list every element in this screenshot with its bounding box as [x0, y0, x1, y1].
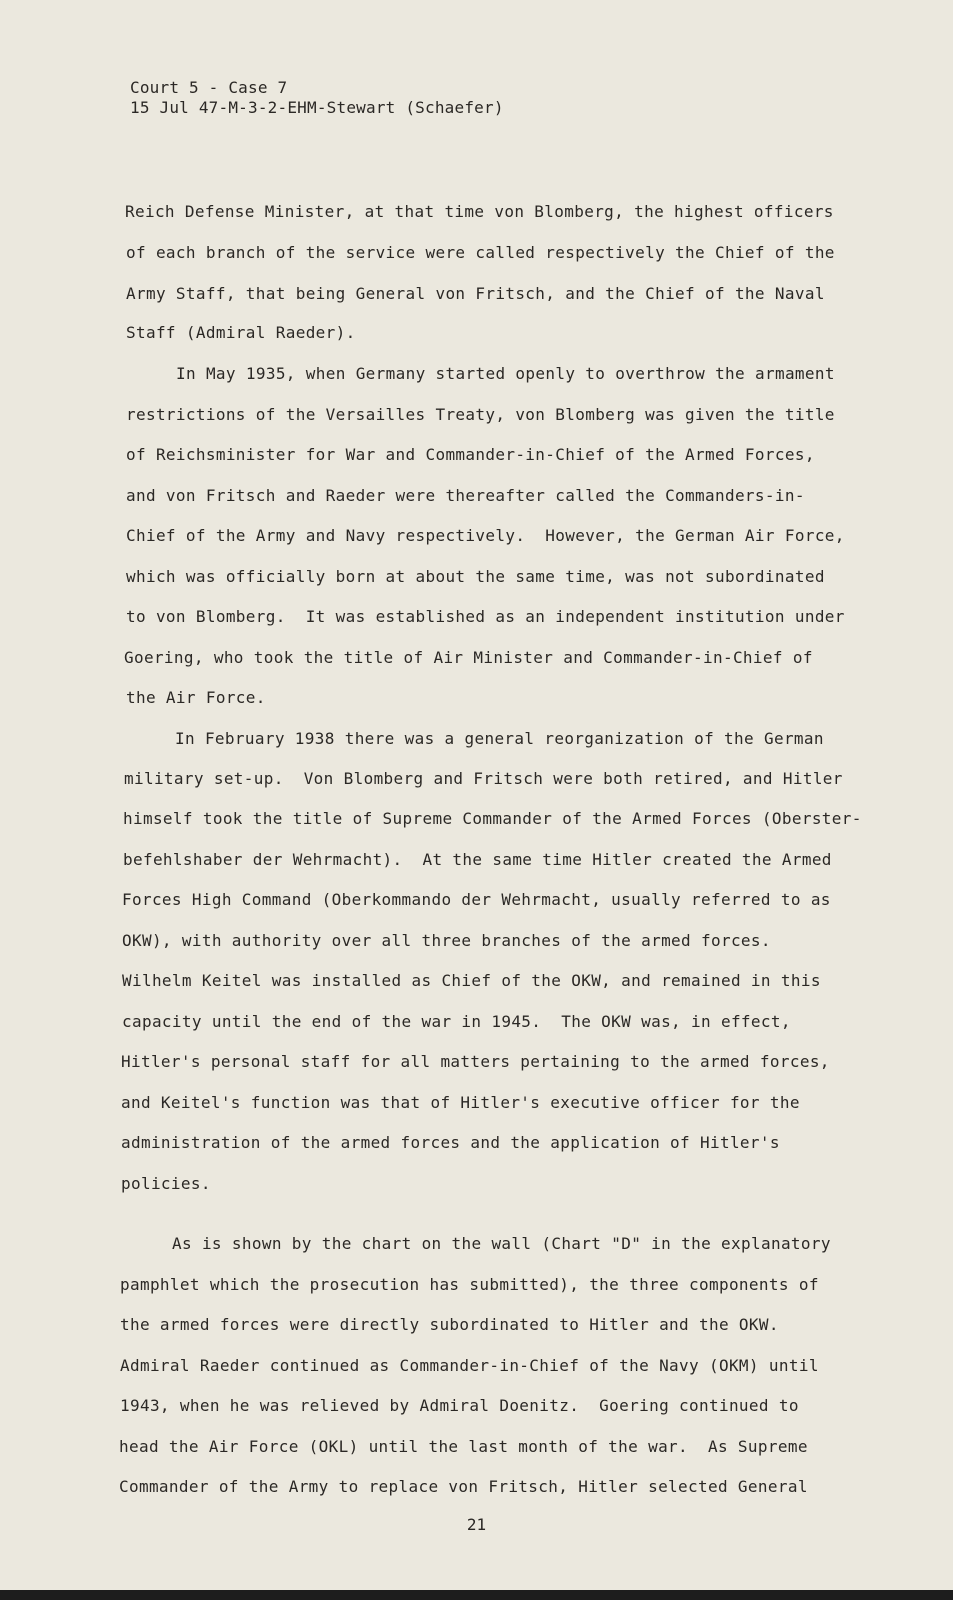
text-line: the armed forces were directly subordinated to Hitler and the OKW.	[120, 1315, 779, 1334]
page-number: 21	[466, 1515, 487, 1534]
header-court-line: Court 5 - Case 7	[130, 78, 288, 97]
text-line: Forces High Command (Oberkommando der Wehrmacht, usually referred to as	[122, 890, 831, 909]
text-line: pamphlet which the prosecution has submitted), the three components of	[120, 1275, 819, 1294]
text-line: Army Staff, that being General von Fritsch, and the Chief of the Naval	[126, 284, 825, 303]
text-line: restrictions of the Versailles Treaty, von Blomberg was given the title	[126, 405, 835, 424]
text-line: policies.	[121, 1174, 211, 1193]
header-date-line: 15 Jul 47-M-3-2-EHM-Stewart (Schaefer)	[130, 98, 504, 117]
text-line: capacity until the end of the war in 1945. The OKW was, in effect,	[122, 1012, 791, 1031]
text-line: administration of the armed forces and the application of Hitler's	[121, 1133, 780, 1152]
text-line: the Air Force.	[126, 688, 266, 707]
text-line: which was officially born at about the same time, was not subordinated	[126, 567, 825, 586]
text-line: himself took the title of Supreme Commander of the Armed Forces (Oberster-	[123, 809, 862, 828]
text-line: As is shown by the chart on the wall (Chart "D" in the explanatory	[172, 1234, 831, 1253]
text-line: Commander of the Army to replace von Fritsch, Hitler selected General	[119, 1477, 808, 1496]
text-line: and von Fritsch and Raeder were thereafter called the Commanders-in-	[126, 486, 805, 505]
text-line: In February 1938 there was a general reorganization of the German	[175, 729, 824, 748]
text-line: 1943, when he was relieved by Admiral Doenitz. Goering continued to	[120, 1396, 799, 1415]
text-line: Staff (Admiral Raeder).	[126, 323, 356, 342]
text-line: military set-up. Von Blomberg and Fritsch were both retired, and Hitler	[124, 769, 843, 788]
text-line: head the Air Force (OKL) until the last month of the war. As Supreme	[119, 1437, 808, 1456]
text-line: of Reichsminister for War and Commander-in-Chief of the Armed Forces,	[126, 445, 815, 464]
document-header	[130, 78, 504, 118]
text-line: and Keitel's function was that of Hitler's executive officer for the	[121, 1093, 800, 1112]
scan-bottom-edge	[0, 1590, 953, 1600]
text-line: befehlshaber der Wehrmacht). At the same time Hitler created the Armed	[123, 850, 832, 869]
text-line: Admiral Raeder continued as Commander-in-Chief of the Navy (OKM) until	[120, 1356, 819, 1375]
text-line: Wilhelm Keitel was installed as Chief of the OKW, and remained in this	[122, 971, 821, 990]
text-line: In May 1935, when Germany started openly to overthrow the armament	[176, 364, 835, 383]
text-line: Reich Defense Minister, at that time von Blomberg, the highest officers	[125, 202, 834, 221]
text-line: Goering, who took the title of Air Minister and Commander-in-Chief of	[124, 648, 813, 667]
text-line: of each branch of the service were called respectively the Chief of the	[126, 243, 835, 262]
text-line: to von Blomberg. It was established as an independent institution under	[126, 607, 845, 626]
text-line: Hitler's personal staff for all matters pertaining to the armed forces,	[121, 1052, 830, 1071]
text-line: Chief of the Army and Navy respectively. However, the German Air Force,	[126, 526, 845, 545]
text-line: OKW), with authority over all three branches of the armed forces.	[122, 931, 771, 950]
